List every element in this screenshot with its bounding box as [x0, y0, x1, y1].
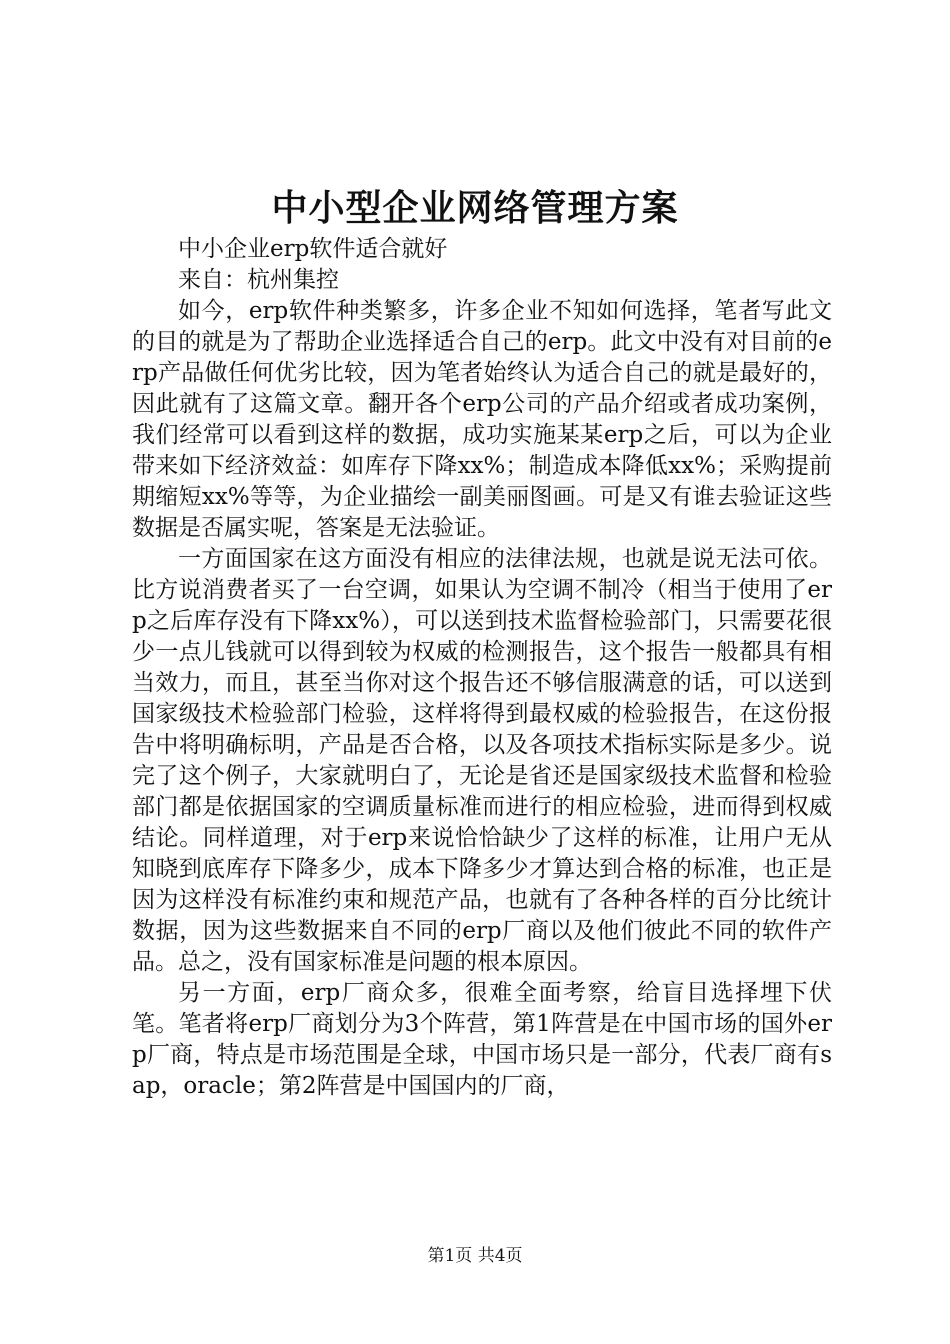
page-footer: 第1页 共4页	[427, 1246, 523, 1266]
document-body	[132, 234, 832, 1102]
subtitle-line: 中小企业erp软件适合就好	[178, 236, 448, 262]
source-line: 来自：杭州集控	[178, 267, 339, 293]
body-paragraph: 另一方面，erp厂商众多，很难全面考察，给盲目选择埋下伏笔。笔者将erp厂商划分为3个阵营，第1阵营是在中国市场的国外erp厂商，特点是市场范围是全球，中国市场只是一部分，代表厂商有sap，oracle；第2阵营是中国国内的厂商，	[132, 980, 832, 1099]
document-title: 中小型企业网络管理方案	[271, 187, 679, 229]
body-paragraph: 一方面国家在这方面没有相应的法律法规，也就是说无法可依。比方说消费者买了一台空调，如果认为空调不制冷（相当于使用了erp之后库存没有下降xx%），可以送到技术监督检验部门，只需要花很少一点儿钱就可以得到较为权威的检测报告，这个报告一般都具有相当效力，而且，甚至当你对这个报告还不够信服满意的话，可以送到国家级技术检验部门检验，这样将得到最权威的检验报告，在这份报告中将明确标明，产品是否合格，以及各项技术指标实际是多少。说完了这个例子，大家就明白了，无论是省还是国家级技术监督和检验部门都是依据国家的空调质量标准而进行的相应检验，进而得到权威结论。同样道理，对于erp来说恰恰缺少了这样的标准，让用户无从知晓到底库存下降多少，成本下降多少才算达到合格的标准，也正是因为这样没有标准约束和规范产品，也就有了各种各样的百分比统计数据，因为这些数据来自不同的erp厂商以及他们彼此不同的软件产品。总之，没有国家标准是问题的根本原因。	[132, 546, 832, 975]
body-paragraph: 如今，erp软件种类繁多，许多企业不知如何选择，笔者写此文的目的就是为了帮助企业选择适合自己的erp。此文中没有对目前的erp产品做任何优劣比较，因为笔者始终认为适合自己的就是最好的，因此就有了这篇文章。翻开各个erp公司的产品介绍或者成功案例，我们经常可以看到这样的数据，成功实施某某erp之后，可以为企业带来如下经济效益：如库存下降xx%；制造成本降低xx%；采购提前期缩短xx%等等，为企业描绘一副美丽图画。可是又有谁去验证这些数据是否属实呢，答案是无法验证。	[132, 298, 832, 541]
